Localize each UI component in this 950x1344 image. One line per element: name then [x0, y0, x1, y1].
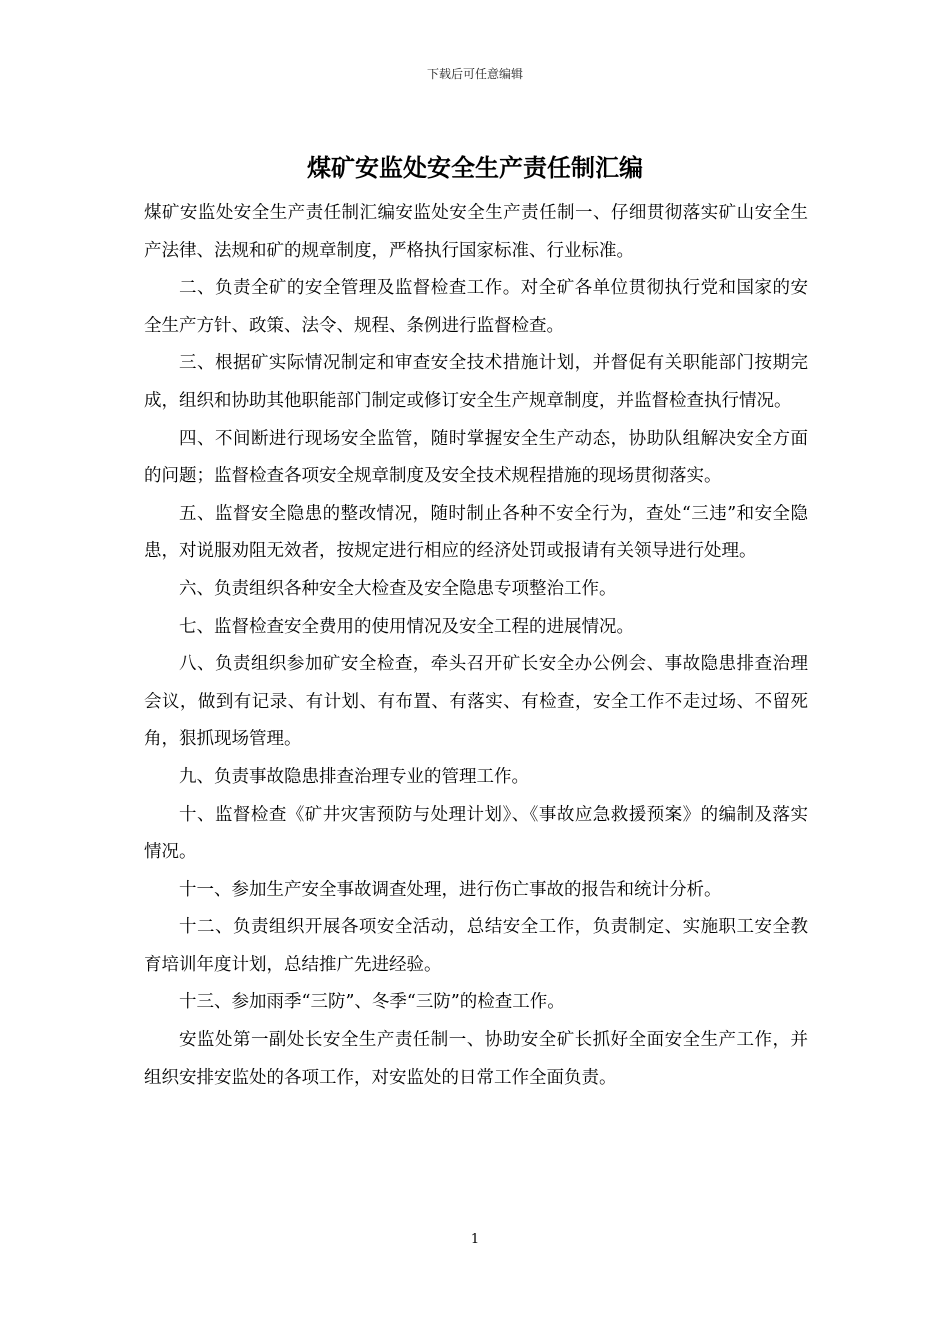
paragraph: 二、负责全矿的安全管理及监督检查工作。对全矿各单位贯彻执行党和国家的安全生产方针、政策、法令、规程、条例进行监督检查。	[144, 278, 808, 336]
paragraph: 煤矿安监处安全生产责任制汇编安监处安全生产责任制一、仔细贯彻落实矿山安全生产法律、法规和矿的规章制度，严格执行国家标准、行业标准。	[144, 203, 808, 261]
paragraph: 四、不间断进行现场安全监管，随时掌握安全生产动态，协助队组解决安全方面的问题；监督检查各项安全规章制度及安全技术规程措施的现场贯彻落实。	[144, 428, 808, 487]
paragraph: 安监处第一副处长安全生产责任制一、协助安全矿长抓好全面安全生产工作，并组织安排安监处的各项工作，对安监处的日常工作全面负责。	[144, 1030, 808, 1088]
paragraph: 三、根据矿实际情况制定和审查安全技术措施计划，并督促有关职能部门按期完成，组织和协助其他职能部门制定或修订安全生产规章制度，并监督检查执行情况。	[144, 353, 808, 411]
paragraph: 九、负责事故隐患排查治理专业的管理工作。	[179, 766, 529, 787]
paragraph: 七、监督检查安全费用的使用情况及安全工程的进展情况。	[179, 616, 634, 637]
paragraph: 六、负责组织各种安全大检查及安全隐患专项整治工作。	[179, 578, 617, 599]
paragraph: 五、监督安全隐患的整改情况，随时制止各种不安全行为，查处“三违”和安全隐患，对说服劝阻无效者，按规定进行相应的经济处罚或报请有关领导进行处理。	[144, 503, 808, 562]
page-header: 下载后可任意编辑	[426, 67, 523, 81]
paragraph: 十、监督检查《矿井灾害预防与处理计划》、《事故应急救援预案》的编制及落实情况。	[144, 804, 808, 863]
paragraph: 十二、负责组织开展各项安全活动，总结安全工作，负责制定、实施职工安全教育培训年度计划，总结推广先进经验。	[144, 917, 808, 975]
document-title: 煤矿安监处安全生产责任制汇编	[307, 153, 643, 182]
paragraph: 八、负责组织参加矿安全检查，牵头召开矿长安全办公例会、事故隐患排查治理会议，做到有记录、有计划、有布置、有落实、有检查，安全工作不走过场、不留死角，狠抓现场管理。	[144, 654, 808, 750]
paragraph: 十三、参加雨季“三防”、冬季“三防”的检查工作。	[179, 992, 565, 1013]
page-number: 1	[470, 1232, 480, 1247]
paragraph: 十一、参加生产安全事故调查处理，进行伤亡事故的报告和统计分析。	[179, 879, 722, 900]
document-body	[144, 195, 808, 1097]
